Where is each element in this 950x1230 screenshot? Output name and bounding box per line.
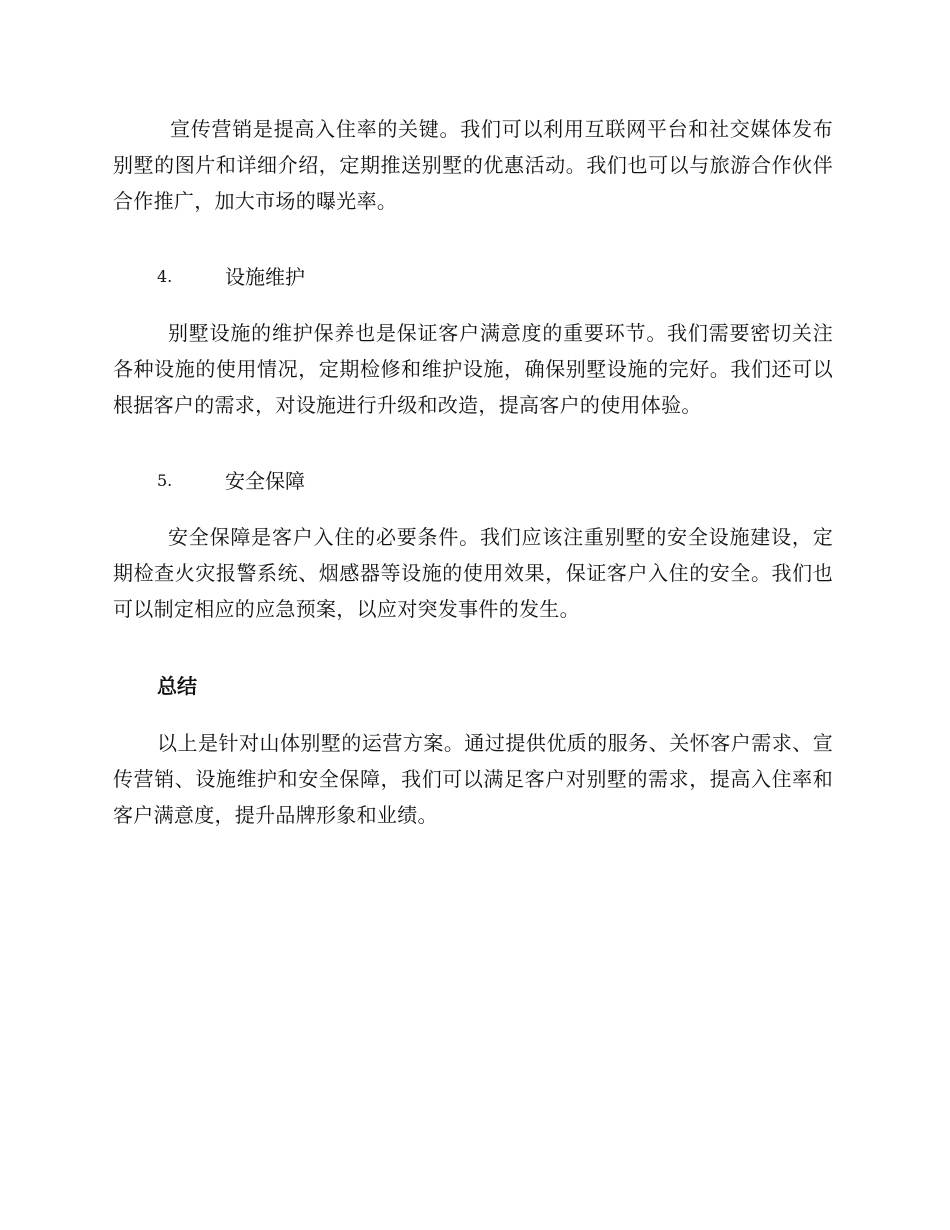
paragraph-text: 以上是针对山体别墅的运营方案。通过提供优质的服务、关怀客户需求、宣传营销、设施维护和安全保障，我们可以满足客户对别墅的需求，提高入住率和客户满意度，提升品牌形象和业绩。 [113,731,833,827]
paragraph-marketing [113,111,833,219]
section-title: 安全保障 [225,469,305,493]
paragraph-text: 安全保障是客户入住的必要条件。我们应该注重别墅的安全设施建设，定期检查火灾报警系统、烟感器等设施的使用效果，保证客户入住的安全。我们也可以制定相应的应急预案，以应对突发事件的发生。 [113,525,833,621]
summary-heading: 总结 [157,674,197,698]
paragraph-safety [113,519,833,627]
paragraph-text: 宣传营销是提高入住率的关键。我们可以利用互联网平台和社交媒体发布别墅的图片和详细介绍，定期推送别墅的优惠活动。我们也可以与旅游合作伙伴合作推广，加大市场的曝光率。 [113,117,833,213]
section-heading-safety [157,463,305,499]
section-heading-facility-maintenance [157,259,305,295]
paragraph-summary [113,725,833,833]
section-title: 设施维护 [225,265,305,289]
section-number: 4. [157,267,173,286]
paragraph-facility-maintenance [113,315,833,423]
paragraph-text: 别墅设施的维护保养也是保证客户满意度的重要环节。我们需要密切关注各种设施的使用情况，定期检修和维护设施，确保别墅设施的完好。我们还可以根据客户的需求，对设施进行升级和改造，提高客户的使用体验。 [113,321,833,417]
section-number: 5. [157,471,173,490]
